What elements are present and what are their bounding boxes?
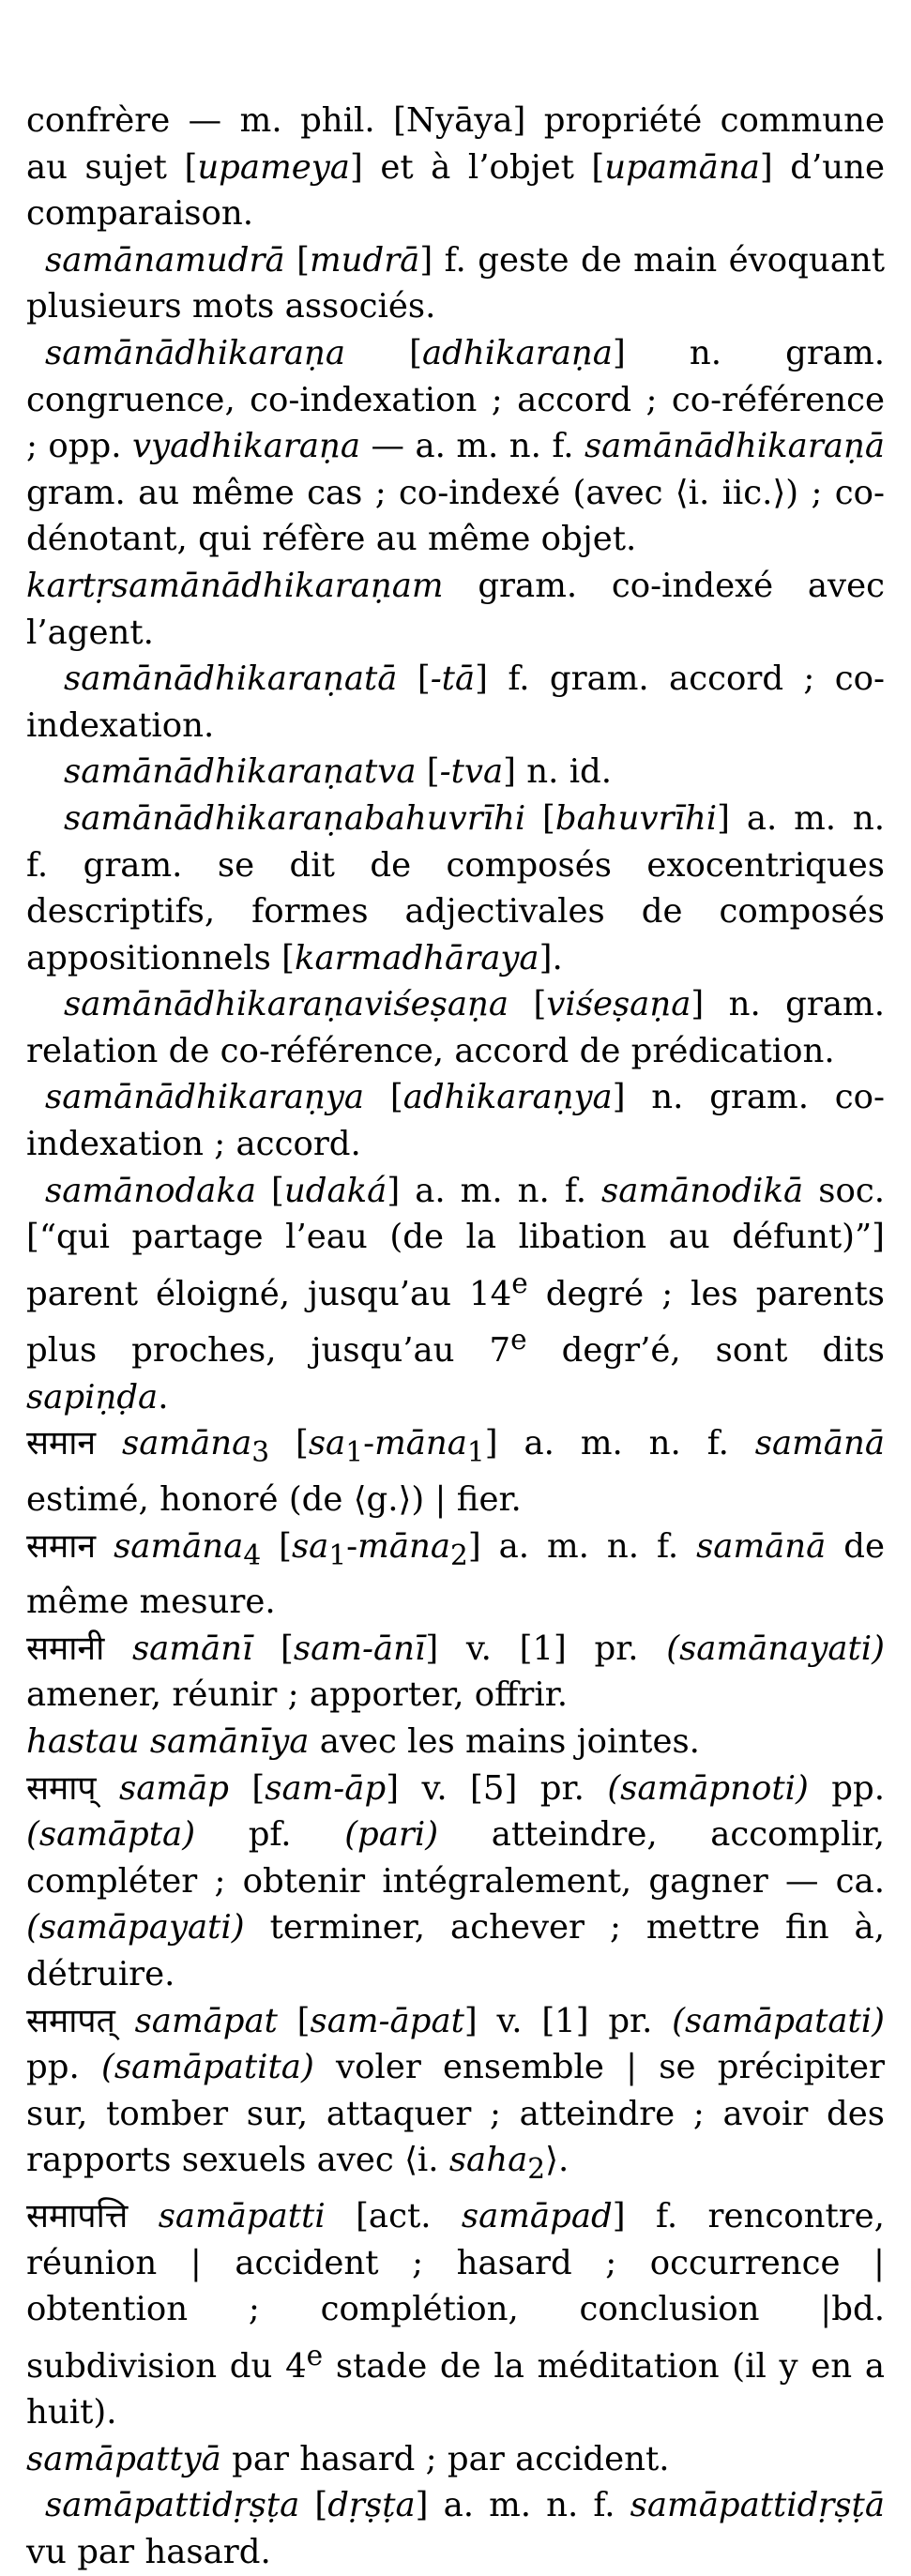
dictionary-entry: samānamudrā [mudrā] f. geste de main évoquant plusieurs mots associés. — [26, 240, 885, 326]
dictionary-entry: samāpattidṛṣṭa [dṛṣṭa] a. m. n. f. samāpattidṛṣṭā vu par hasard. — [26, 2486, 885, 2572]
dictionary-entry: samānādhikaraṇya [adhikaraṇya] n. gram. co-indexation ; accord. — [26, 1078, 885, 1164]
dictionary-entry: kartṛsamānādhikaraṇam gram. co-indexé avec l’agent. — [26, 566, 885, 652]
dictionary-entry: समापत् samāpat [sam-āpat] v. [1] pr. (samāpatati) pp. (samāpatita) voler ensemble | se précipiter sur, tomber sur, attaquer ; atteindre ; avoir des rapports sexuels avec ⟨i. saha$_2$⟩. — [26, 2001, 886, 2186]
dictionary-entry: samānādhikaraṇatva [-tva] n. id. — [64, 752, 613, 792]
dictionary-entry: hastau samānīya avec les mains jointes. — [26, 1722, 700, 1762]
dictionary-entry: समापत्ति samāpatti [act. samāpad] f. rencontre, réunion | accident ; hasard ; occurrence | obtention ; complétion, conclusion |bd. subdivision du 4e stade de la méditation (il y en a huit). — [26, 2197, 885, 2432]
dictionary-entry: samānādhikaraṇa [adhikaraṇa] n. gram. congruence, co-indexation ; accord ; co-référence ; opp. vyadhikaraṇa — a. m. n. f. samānādhikaraṇā gram. au même cas ; co-indexé (avec ⟨i. iic.⟩) ; co-dénotant, qui réfère au même objet. — [26, 333, 885, 559]
dictionary-entry: समाप् samāp [sam-āp] v. [5] pr. (samāpnoti) pp. (samāpta) pf. (pari) atteindre, accomplir, compléter ; obtenir intégralement, gagner — ca. (samāpayati) terminer, achever ; mettre fin à, détruire. — [26, 1768, 885, 1993]
dictionary-entry: samānādhikaraṇaviśeṣaṇa [viśeṣaṇa] n. gram. relation de co-référence, accord de prédication. — [26, 985, 885, 1070]
dictionary-entry: confrère — m. phil. [Nyāya] propriété commune au sujet [upameya] et à l’objet [upamāna] d’une comparaison. — [26, 101, 886, 234]
dictionary-entry: samānādhikaraṇabahuvrīhi [bahuvrīhi] a. m. n. f. gram. se dit de composés exocentriques descriptifs, formes adjectivales de composés appositionnels [karmadhāraya]. — [26, 798, 886, 977]
dictionary-entry: samānodaka [udaká] a. m. n. f. samānodikā soc. [“qui partage l’eau (de la libation au défunt)”] parent éloigné, jusqu’au 14e degré ; les parents plus proches, jusqu’au 7e degr’é, sont dits sapiṇḍa. — [26, 1171, 885, 1417]
dictionary-entry: समानी samānī [sam-ānī] v. [1] pr. (samānayati) amener, réunir ; apporter, offrir. — [26, 1629, 886, 1715]
dictionary-entry: समान samāna$_4$ $[sa_1-māna_2]$ a. m. n. f. samānā de même mesure. — [26, 1526, 885, 1622]
dictionary-entry: samānādhikaraṇatā [-tā] f. gram. accord ; co-indexation. — [26, 659, 885, 745]
dictionary-entry: समान samāna$_3$ $[sa_1-māna_1]$ a. m. n. f. samānā estimé, honoré (de ⟨g.⟩) | fier. — [26, 1424, 885, 1519]
entry-list — [26, 98, 885, 2576]
dictionary-entry: samāpattyā par hasard ; par accident. — [26, 2439, 670, 2478]
